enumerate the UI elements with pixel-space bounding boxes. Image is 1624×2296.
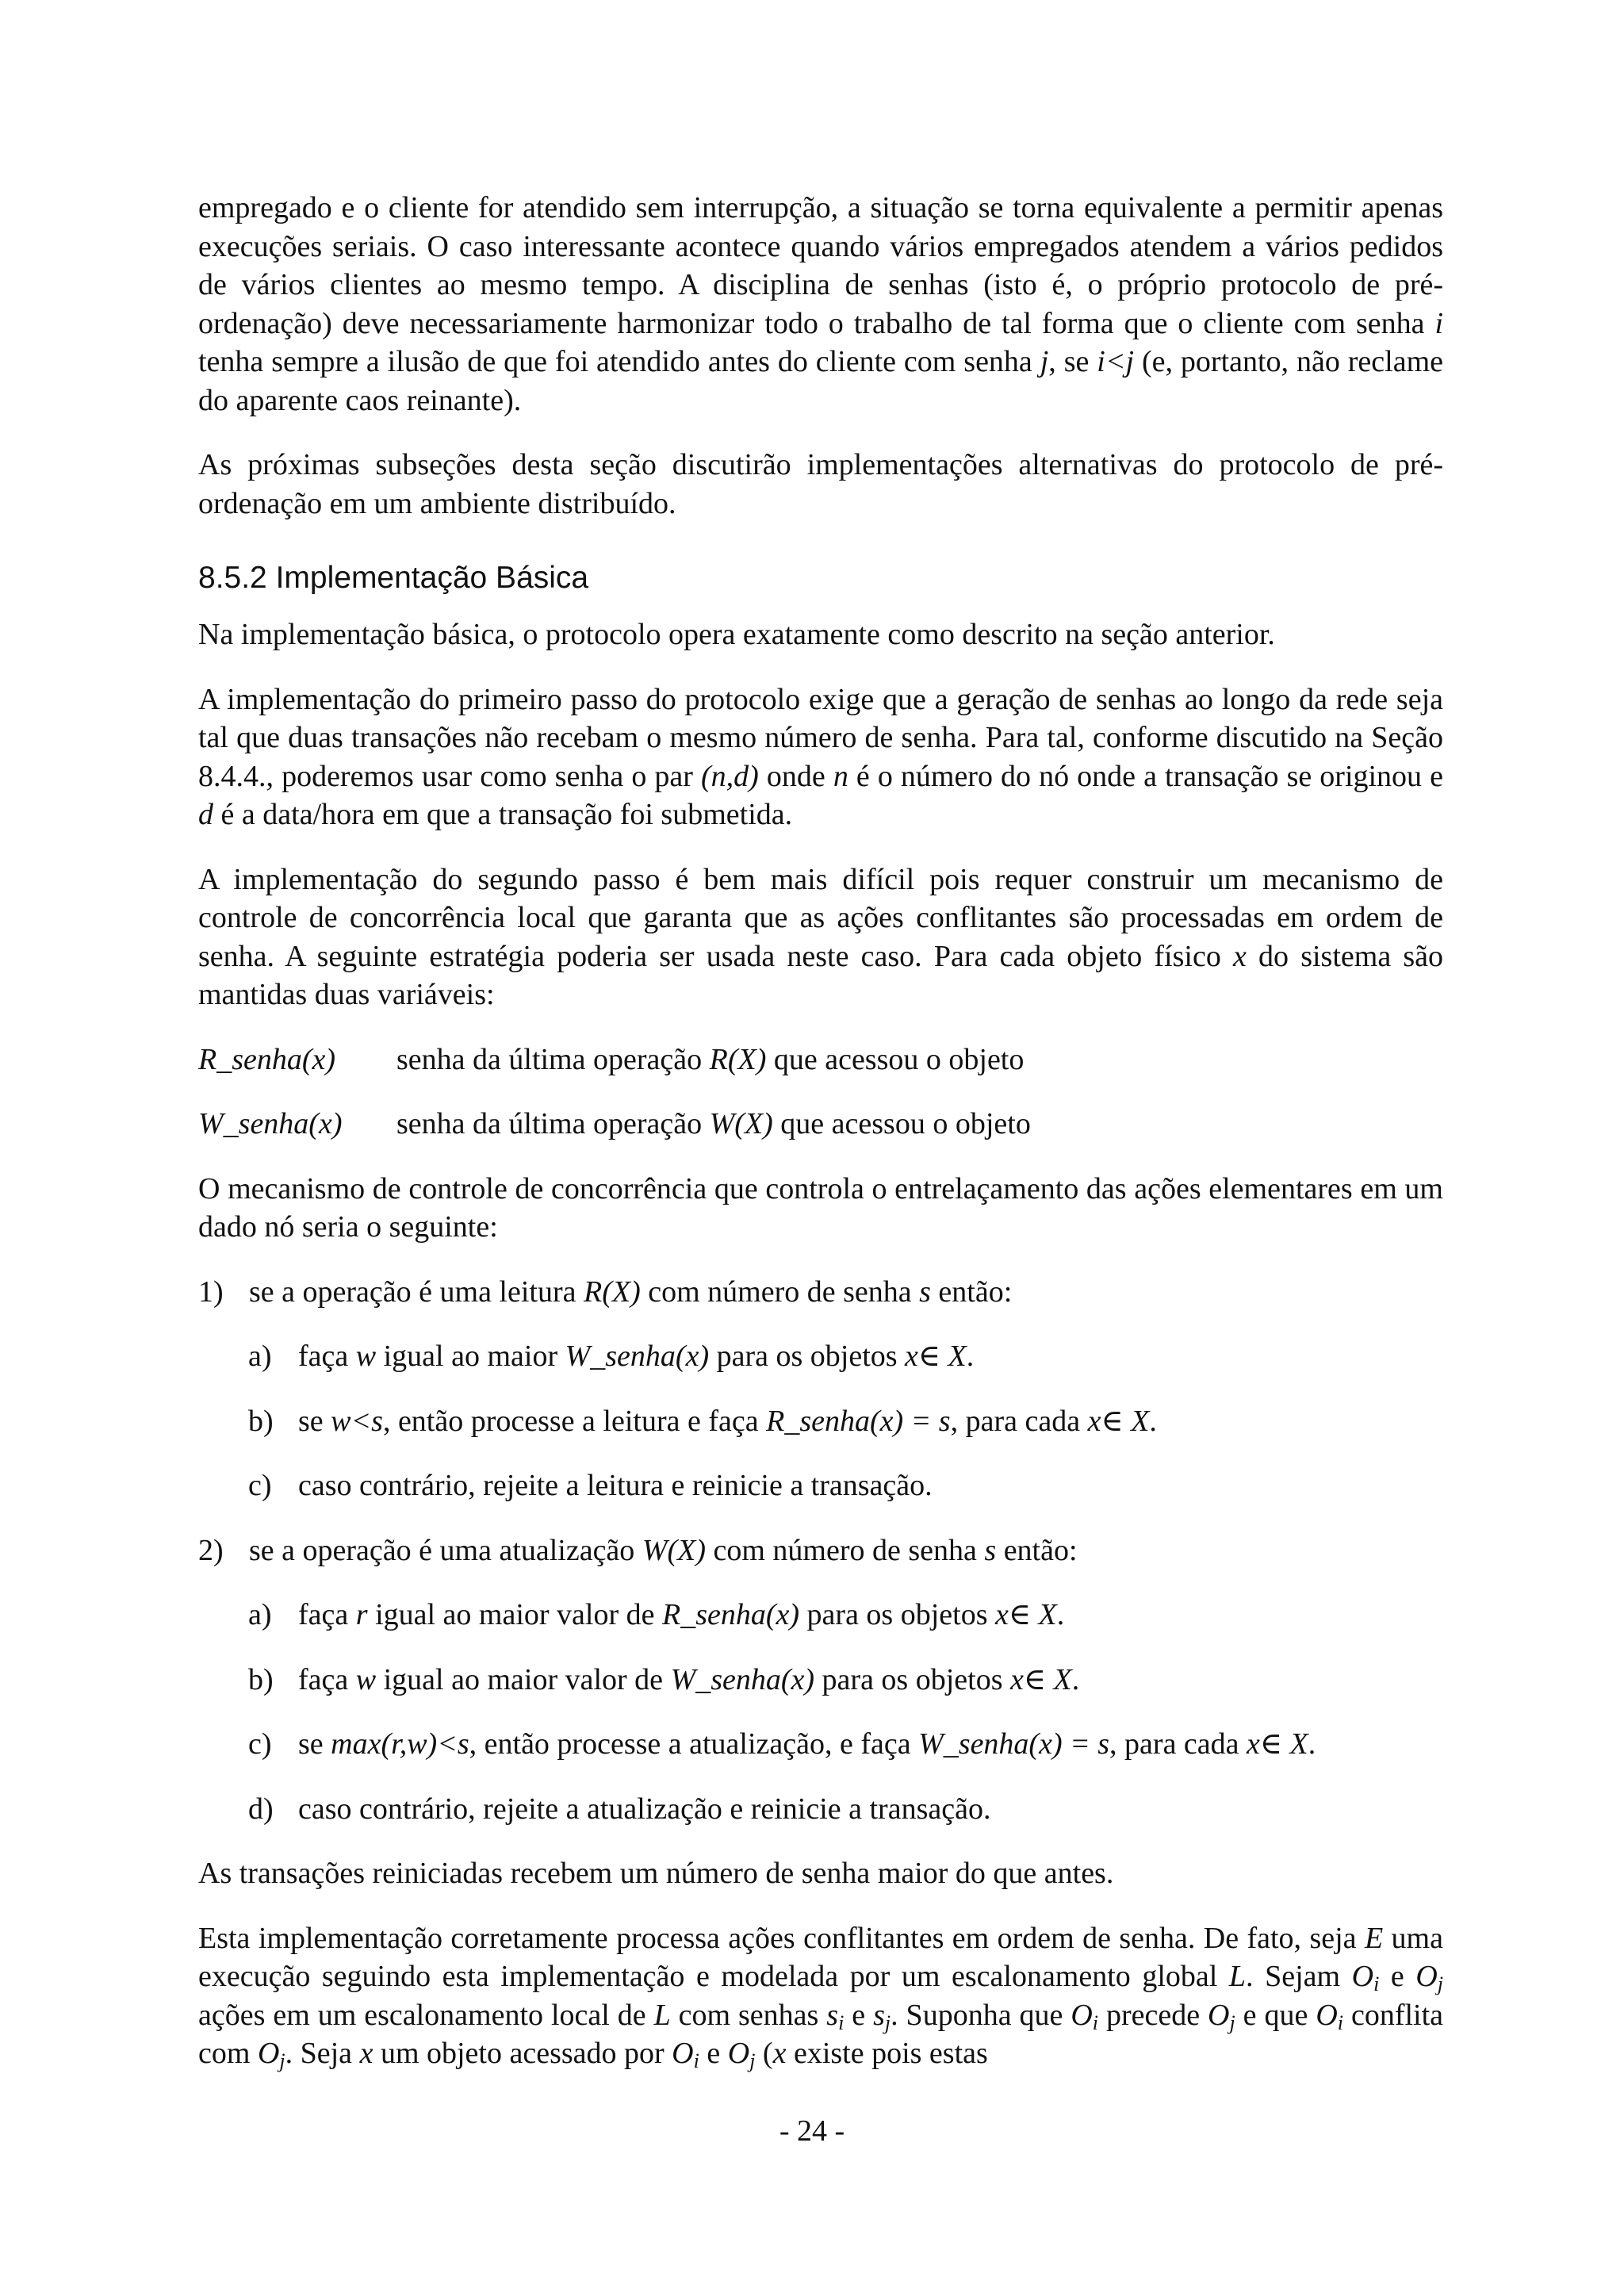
section-heading: 8.5.2 Implementação Básica (198, 561, 589, 595)
list-text: faça r igual ao maior valor de R_senha(x) para os objetos x∈ X. (298, 1598, 1065, 1631)
variable-description: senha da última operação W(X) que acessou o objeto (396, 1107, 1031, 1140)
list-item-2a (198, 1596, 1443, 1635)
paragraph-second-step: A implementação do segundo passo é bem mais difícil pois requer construir um mecanismo de controle de concorrência local que garanta que as ações conflitantes são processadas em ordem de senha. A seguinte estratégia poderia ser usada neste caso. Para cada objeto físico x do sistema são mantidas duas variáveis: (198, 862, 1443, 1011)
variable-w-senha (198, 1105, 1443, 1144)
list-letter: c) (248, 1469, 272, 1502)
list-item-1a (198, 1337, 1443, 1376)
list-number: 2) (198, 1533, 224, 1567)
variable-r-senha (198, 1041, 1443, 1079)
paragraph-basic: Na implementação básica, o protocolo opera exatamente como descrito na seção anterior. (198, 618, 1275, 651)
list-letter: a) (248, 1340, 272, 1373)
list-item-2 (198, 1531, 1443, 1570)
list-text: caso contrário, rejeite a atualização e reinicie a transação. (298, 1792, 991, 1826)
paragraph-first-step: A implementação do primeiro passo do protocolo exige que a geração de senhas ao longo da rede seja tal que duas transações não recebam o mesmo número de senha. Para tal, conforme discutido na Seção 8.4.4., poderemos usar como senha o par (n,d) onde n é o número do nó onde a transação se originou e d é a data/hora em que a transação foi submetida. (198, 682, 1443, 831)
paragraph-restarted: As transações reiniciadas recebem um número de senha maior do que antes. (198, 1857, 1114, 1890)
list-text: se max(r,w)<s, então processe a atualização, e faça W_senha(x) = s, para cada x∈ X. (298, 1727, 1316, 1761)
document-page (198, 189, 1443, 2073)
paragraph-mechanism: O mecanismo de controle de concorrência que controla o entrelaçamento das ações elementares em um dado nó seria o seguinte: (198, 1171, 1443, 1244)
list-number: 1) (198, 1274, 224, 1309)
page-number: - 24 - (779, 2114, 845, 2148)
list-item-2c (198, 1725, 1443, 1764)
list-text: se w<s, então processe a leitura e faça R_senha(x) = s, para cada x∈ X. (298, 1404, 1157, 1438)
list-letter: d) (248, 1792, 274, 1826)
paragraph-subsections: As próximas subseções desta seção discutirão implementações alternativas do protocolo de pré-ordenação em um ambiente distribuído. (198, 448, 1443, 520)
list-text: faça w igual ao maior W_senha(x) para os objetos x∈ X. (298, 1340, 975, 1373)
list-item-1c (198, 1466, 1443, 1505)
paragraph-intro: empregado e o cliente for atendido sem interrupção, a situação se torna equivalente a permitir apenas execuções seriais. O caso interessante acontece quando vários empregados atendem a vários pedidos de vários clientes ao mesmo tempo. A disciplina de senhas (isto é, o próprio protocolo de pré-ordenação) deve necessariamente harmonizar todo o trabalho de tal forma que o cliente com senha i tenha sempre a ilusão de que foi atendido antes do cliente com senha j, se i<j (e, portanto, não reclame do aparente caos reinante). (198, 191, 1443, 417)
list-item-1 (198, 1273, 1443, 1312)
variable-name: W_senha(x) (198, 1107, 343, 1140)
list-text: se a operação é uma atualização W(X) com número de senha s então: (249, 1533, 1078, 1567)
list-letter: b) (248, 1662, 274, 1696)
list-letter: a) (248, 1598, 272, 1631)
list-item-1b (198, 1402, 1443, 1441)
list-text: se a operação é uma leitura R(X) com número de senha s então: (249, 1274, 1013, 1309)
list-letter: b) (248, 1404, 274, 1438)
list-text: caso contrário, rejeite a leitura e reinicie a transação. (298, 1469, 933, 1502)
list-letter: c) (248, 1727, 272, 1761)
paragraph-correctness: Esta implementação corretamente processa ações conflitantes em ordem de senha. De fato, seja E uma execução seguindo esta implementação e modelada por um escalonamento global L. Sejam $O_i$ e $O_j$ ações em um escalonamento local de L com senhas $s_i$ e $s_j$. Suponha que $O_i$ precede $O_j$ e que $O_i$ conflita com $O_j$. Seja x um objeto acessado por $O_i$ e $O_j$ (x existe pois estas (198, 1921, 1444, 2072)
list-item-2b (198, 1661, 1443, 1700)
list-item-2d (198, 1790, 1443, 1829)
list-text: faça w igual ao maior valor de W_senha(x) para os objetos x∈ X. (298, 1662, 1080, 1696)
variable-name: R_senha(x) (198, 1042, 336, 1076)
variable-description: senha da última operação R(X) que acessou o objeto (396, 1042, 1025, 1076)
